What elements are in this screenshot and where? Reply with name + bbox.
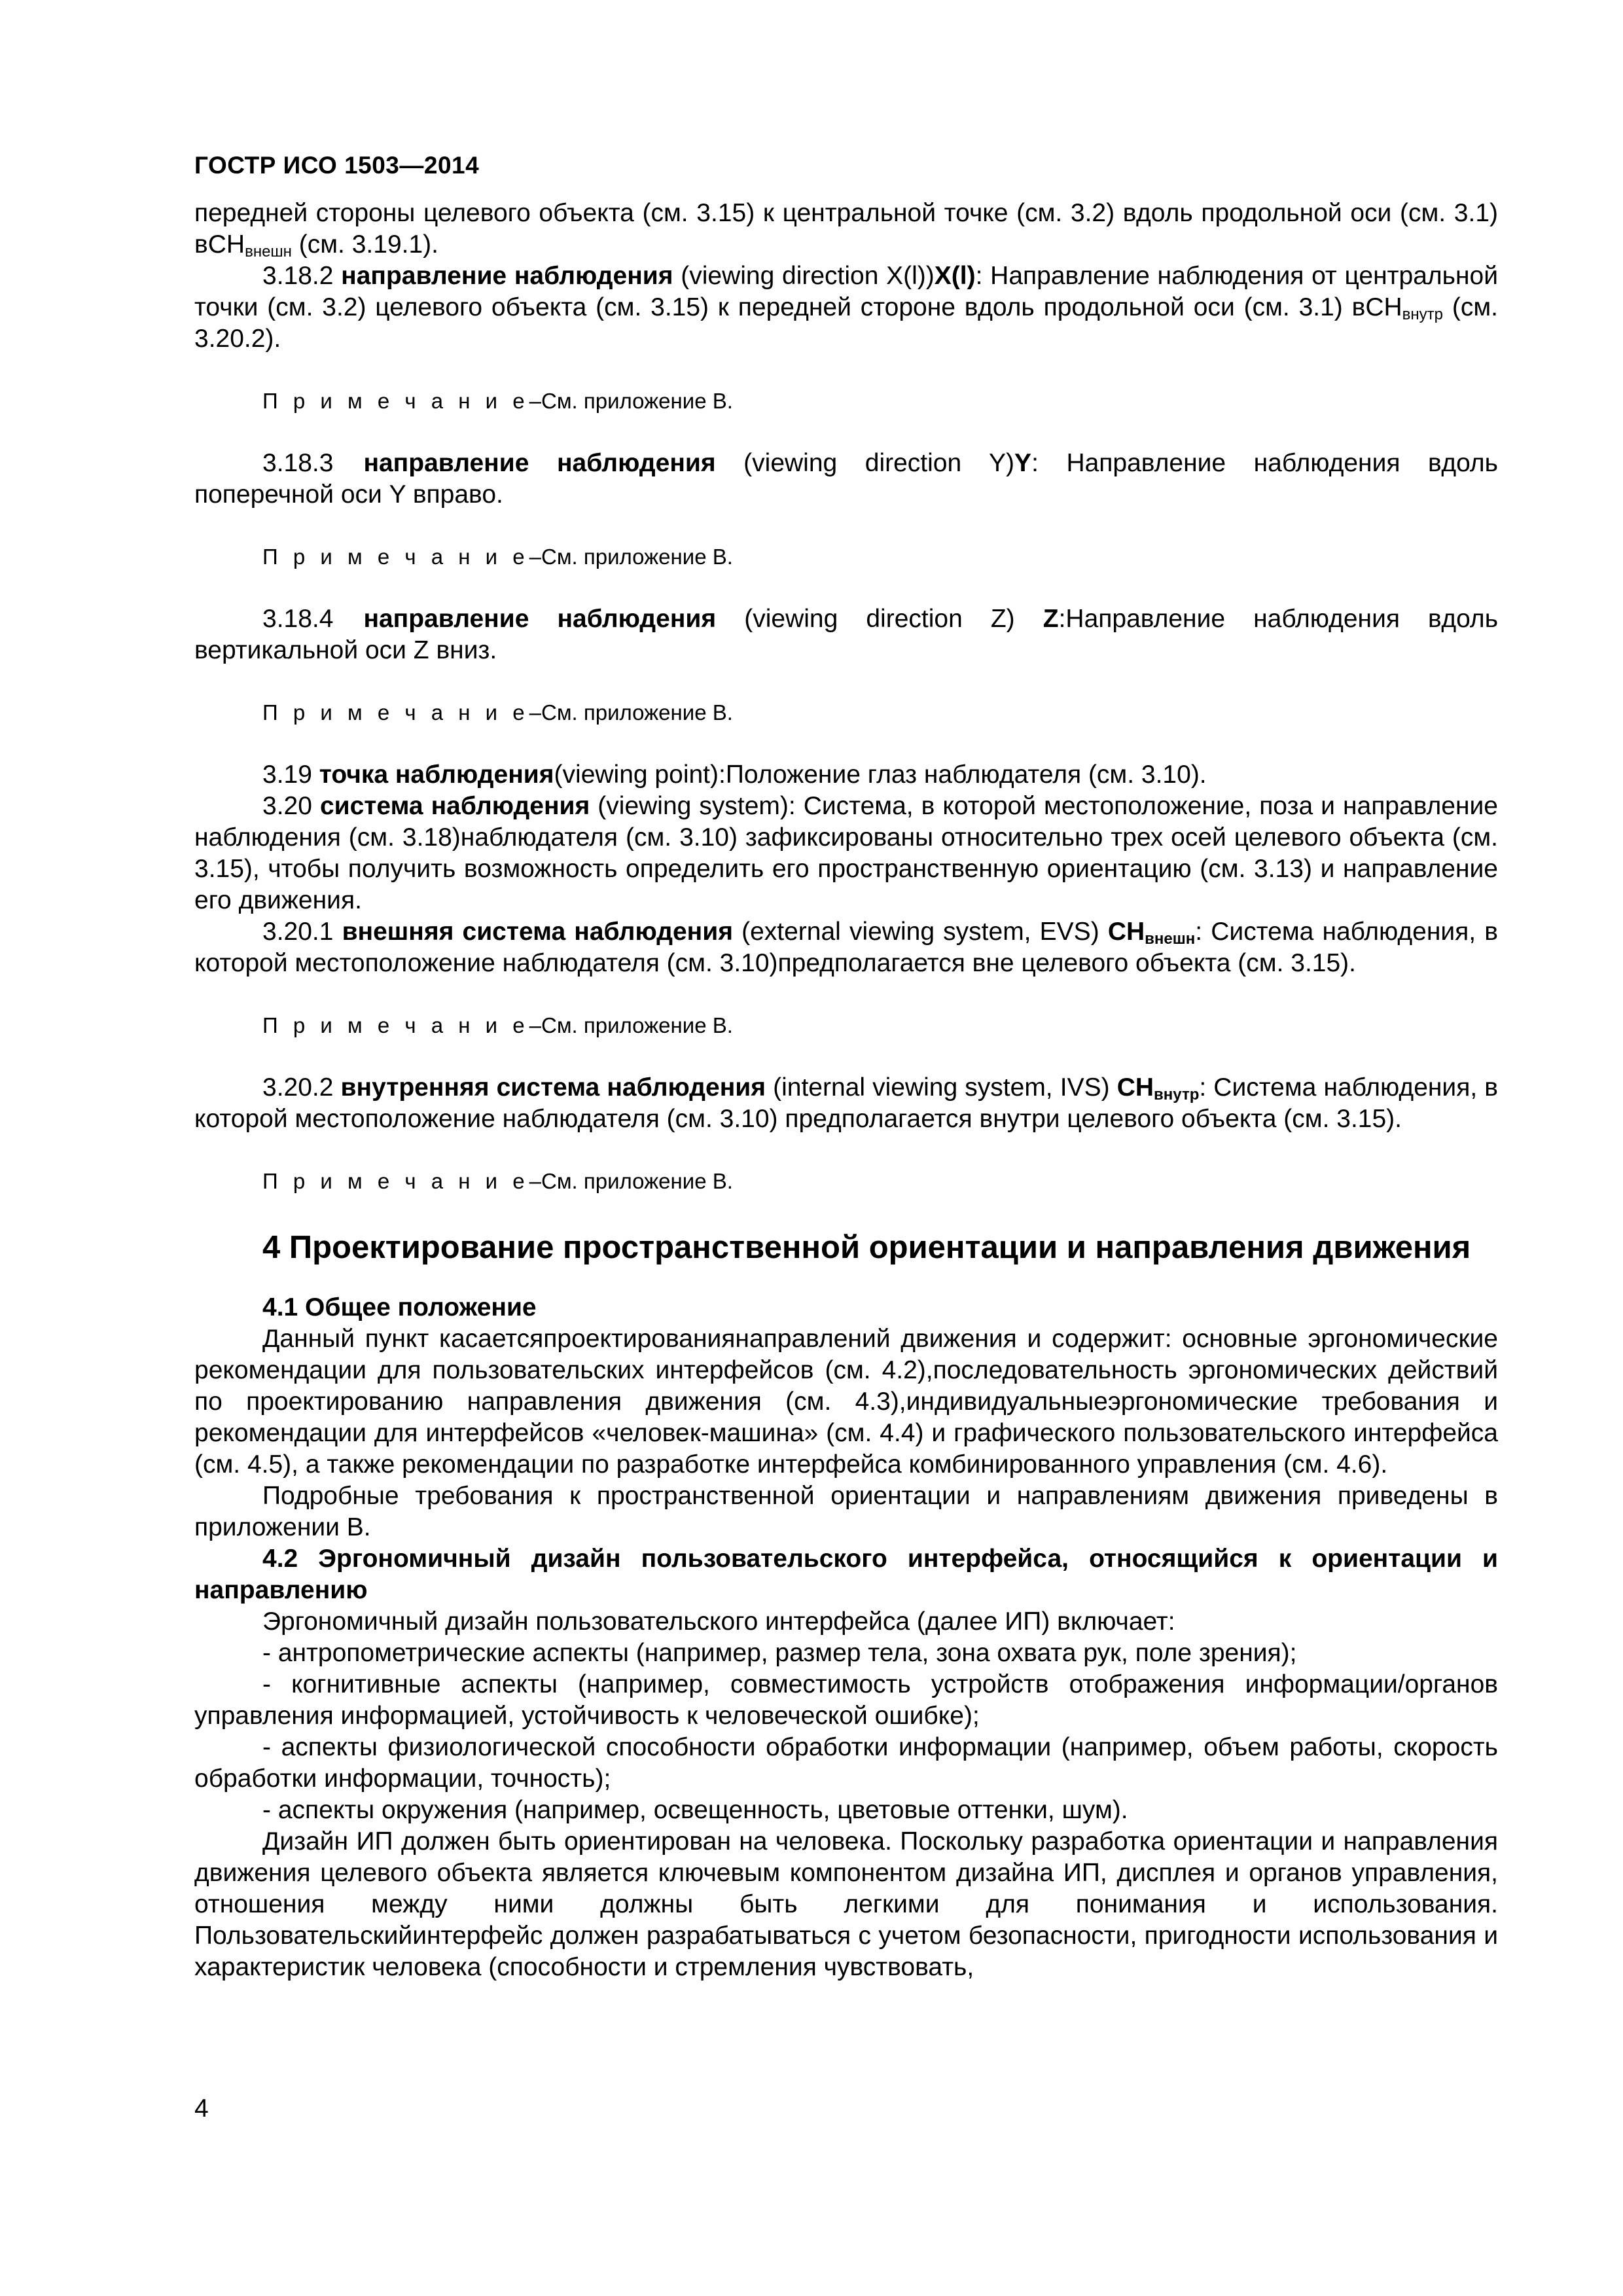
note: П р и м е ч а н и е–См. приложение В. [262,1169,733,1193]
list-item: - когнитивные аспекты (например, совместимость устройств отображения информации/органов управления информацией, устойчивость к человеческой ошибке); [194,1670,1498,1730]
term-3-18-2: 3.18.2 направление наблюдения (viewing direction X(l))X(l): Направление наблюдения от центральной точки (см. 3.2) целевого объекта (см. 3.15) к передней стороне вдоль продольной оси (см. 3.1) вСН$_{внутр}$ (см. 3.20.2). [194,262,1498,353]
term-3-18-4: 3.18.4 направление наблюдения (viewing direction Z) Z:Направление наблюдения вдоль вертикальной оси Z вниз. [194,605,1499,664]
paragraph: Данный пункт касаетсяпроектированиянаправлений движения и содержит: основные эргономические рекомендации для пользовательских интерфейсов (см. 4.2),последовательность эргономических действий по проектированию направления движения (см. 4.3),индивидуальныеэргономические требования и рекомендации для интерфейсов «человек-машина» (см. 4.4) и графического пользовательского интерфейса (см. 4.5), а также рекомендации по разработке интерфейса комбинированного управления (см. 4.6). [194,1325,1498,1479]
page-body [194,198,1498,1983]
subsection-4-1-title: 4.1 Общее положение [262,1293,537,1321]
term-3-20-1: 3.20.1 внешняя система наблюдения (external viewing system, EVS) $СН_{внешн}$: Система наблюдения, в которой местоположение наблюдателя (см. 3.10)предполагается вне целевого объекта (см. 3.15). [194,918,1498,977]
section-4-title: 4 Проектирование пространственной ориентации и направления движения [262,1230,1471,1265]
list-item: - аспекты физиологической способности обработки информации (например, объем работы, скорость обработки информации, точность); [194,1733,1498,1793]
note: П р и м е ч а н и е–См. приложение В. [262,1013,733,1037]
list-item: - аспекты окружения (например, освещенность, цветовые оттенки, шум). [262,1796,1128,1824]
note: П р и м е ч а н и е–См. приложение В. [262,389,733,413]
document-header: ГОСТР ИСО 1503—2014 [194,152,480,179]
subsection-4-2-title: 4.2 Эргономичный дизайн пользовательского интерфейса, относящийся к ориентации и направлению [194,1545,1498,1604]
term-3-20-2: 3.20.2 внутренняя система наблюдения (internal viewing system, IVS) $СН_{внутр}$: Система наблюдения, в которой местоположение наблюдателя (см. 3.10) предполагается внутри целевого объекта (см. 3.15). [194,1073,1498,1133]
note: П р и м е ч а н и е–См. приложение В. [262,700,733,725]
term-3-18-3: 3.18.3 направление наблюдения (viewing direction Y)Y: Направление наблюдения вдоль поперечной оси Y вправо. [194,449,1498,509]
list-item: - антропометрические аспекты (например, размер тела, зона охвата рук, поле зрения); [262,1639,1297,1667]
page-number: 4 [194,2094,209,2123]
term-3-19: 3.19 точка наблюдения(viewing point):Положение глаз наблюдателя (см. 3.10). [262,761,1207,789]
paragraph-intro: передней стороны целевого объекта (см. 3.15) к центральной точке (см. 3.2) вдоль продольной оси (см. 3.1) вСН$_{внешн}$ (см. 3.19.1). [194,199,1498,260]
paragraph: Дизайн ИП должен быть ориентирован на человека. Поскольку разработка ориентации и направления движения целевого объекта является ключевым компонентом дизайна ИП, дисплея и органов управления, отношения между ними должны быть легкими для понимания и использования. Пользовательскийинтерфейс должен разрабатываться с учетом безопасности, пригодности использования и характеристик человека (способности и стремления чувствовать, [194,1827,1498,1981]
term-3-20: 3.20 система наблюдения (viewing system): Система, в которой местоположение, поза и направление наблюдения (см. 3.18)наблюдателя (см. 3.10) зафиксированы относительно трех осей целевого объекта (см. 3.15), чтобы получить возможность определить его пространственную ориентацию (см. 3.13) и направление его движения. [194,792,1498,914]
note: П р и м е ч а н и е–См. приложение В. [262,545,733,569]
paragraph: Эргономичный дизайн пользовательского интерфейса (далее ИП) включает: [262,1607,1175,1636]
paragraph: Подробные требования к пространственной ориентации и направлениям движения приведены в приложении В. [194,1482,1498,1541]
